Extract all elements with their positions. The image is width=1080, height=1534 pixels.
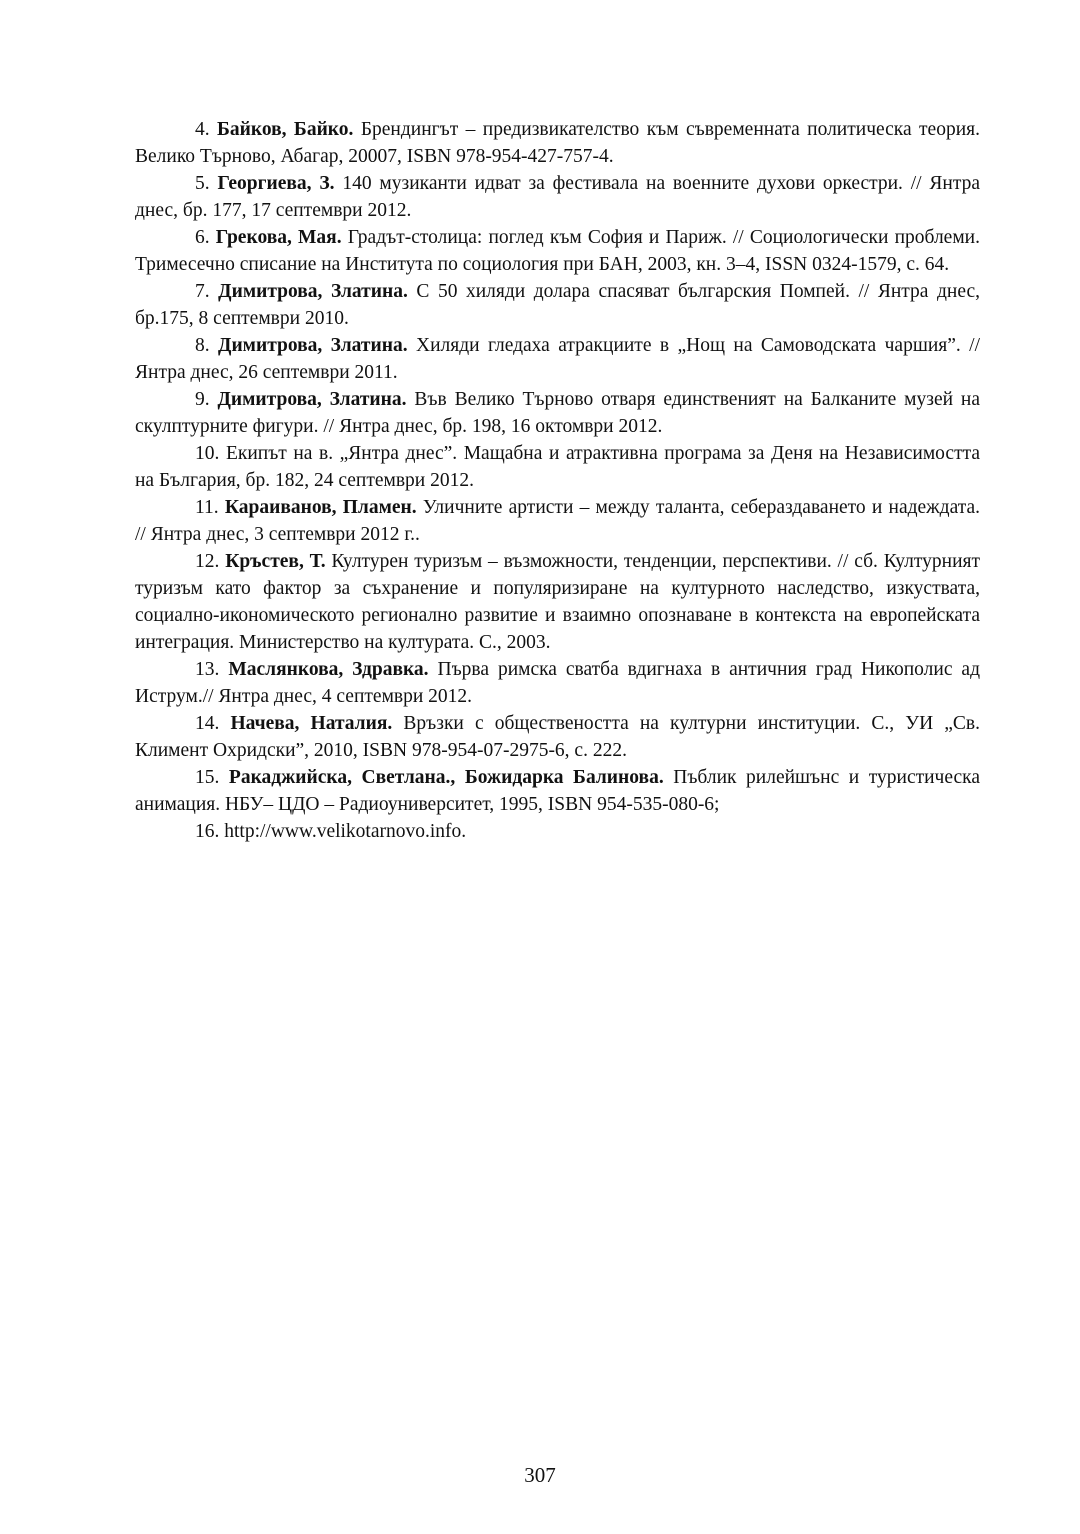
- reference-entry-15: [135, 764, 980, 818]
- reference-author: Караиванов, Пламен.: [224, 497, 417, 518]
- reference-entry-11: [135, 494, 980, 548]
- reference-entry-16: [135, 818, 980, 845]
- page-number: 307: [524, 1463, 556, 1487]
- reference-number: 9.: [195, 389, 210, 410]
- reference-author: Димитрова, Златина.: [218, 281, 408, 302]
- reference-author: Байков, Байко.: [217, 119, 354, 140]
- reference-list: [135, 116, 980, 845]
- reference-text: Хиляди гледаха атракциите в „Нощ на Самоводската чаршия”. // Янтра днес, 26 септември 2011.: [135, 335, 981, 383]
- reference-number: 8.: [195, 335, 210, 356]
- reference-number: 13.: [195, 659, 220, 680]
- reference-text: 140 музиканти идват за фестивала на военните духови оркестри. // Янтра днес, бр. 177, 17 септември 2012.: [135, 173, 981, 221]
- reference-entry-10: [135, 440, 980, 494]
- reference-number: 15.: [195, 767, 220, 788]
- reference-author: Ракаджийска, Светлана., Божидарка Балинова.: [228, 767, 664, 788]
- reference-number: 12.: [195, 551, 220, 572]
- reference-author: Кръстев, Т.: [225, 551, 326, 572]
- reference-author: Димитрова, Златина.: [218, 335, 408, 356]
- reference-text: Културен туризъм – възможности, тенденции, перспективи. // сб. Културният туризъм като фактор за съхранение и популяризиране на културното наследство, изкуствата, социално-икономическото регионално развитие и взаимно опознаване в контекста на европейската интеграция. Министерство на културата. С., 2003.: [135, 551, 980, 653]
- reference-number: 10.: [195, 443, 220, 464]
- reference-author: Маслянкова, Здравка.: [228, 659, 429, 680]
- reference-text: Във Велико Търново отваря единственият на Балканите музей на скулптурните фигури. // Янтра днес, бр. 198, 16 октомври 2012.: [135, 389, 981, 437]
- reference-author: Георгиева, З.: [217, 173, 335, 194]
- reference-text: Екипът на в. „Янтра днес”. Мащабна и атрактивна програма за Деня на Независимостта на България, бр. 182, 24 септември 2012.: [135, 443, 981, 491]
- reference-text: Градът-столица: поглед към София и Париж. // Социологически проблеми. Тримесечно списание на Института по социология при БАН, 2003, кн. 3–4, ISSN 0324-1579, с. 64.: [135, 227, 980, 275]
- reference-number: 14.: [195, 713, 220, 734]
- reference-entry-14: [135, 710, 980, 764]
- reference-entry-12: [135, 548, 980, 656]
- reference-text: Брендингът – предизвикателство към съвременната политическа теория. Велико Търново, Абагар, 20007, ISBN 978-954-427-757-4.: [135, 119, 980, 167]
- reference-entry-5: [135, 170, 980, 224]
- reference-entry-8: [135, 332, 980, 386]
- reference-entry-6: [135, 224, 980, 278]
- reference-entry-7: [135, 278, 980, 332]
- reference-author: Начева, Наталия.: [230, 713, 393, 734]
- reference-author: Грекова, Мая.: [215, 227, 342, 248]
- reference-text: Връзки с обществеността на културни институции. С., УИ „Св. Климент Охридски”, 2010, ISBN 978-954-07-2975-6, с. 222.: [135, 713, 980, 761]
- reference-url-link[interactable]: http://www.velikotarnovo.info.: [224, 821, 467, 842]
- reference-text: Пъблик рилейшънс и туристическа анимация. НБУ– ЦДО – Радиоуниверситет, 1995, ISBN 954-535-080-6;: [135, 767, 980, 815]
- reference-author: Димитрова, Златина.: [217, 389, 407, 410]
- reference-text: Уличните артисти – между таланта, себераздаването и надеждата. // Янтра днес, 3 септември 2012 г..: [135, 497, 981, 545]
- reference-number: 7.: [195, 281, 210, 302]
- reference-entry-4: [135, 116, 980, 170]
- reference-text: Първа римска сватба вдигнаха в античния град Никополис ад Иструм.// Янтра днес, 4 септември 2012.: [135, 659, 980, 707]
- reference-number: 6.: [195, 227, 210, 248]
- reference-number: 4.: [195, 119, 210, 140]
- reference-number: 5.: [195, 173, 210, 194]
- reference-text: С 50 хиляди долара спасяват българския Помпей. // Янтра днес, бр.175, 8 септември 2010.: [135, 281, 981, 329]
- reference-entry-9: [135, 386, 980, 440]
- reference-number: 16.: [195, 821, 220, 842]
- reference-entry-13: [135, 656, 980, 710]
- reference-number: 11.: [195, 497, 219, 518]
